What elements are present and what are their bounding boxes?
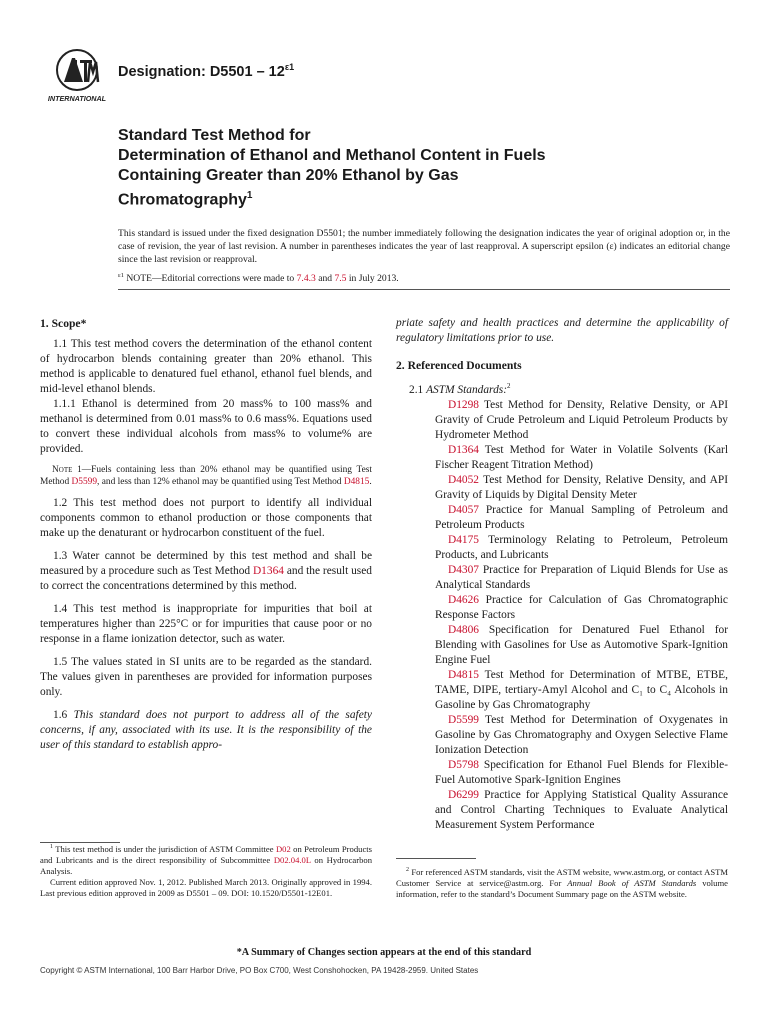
reference-item (396, 788, 728, 833)
note-text: and (315, 273, 335, 285)
designation (118, 62, 294, 80)
designation-label: Designation: D5501 – 12 (118, 63, 285, 80)
reference-code-link[interactable]: D6299 (448, 788, 480, 801)
note-text: . (369, 476, 372, 487)
reference-code-link[interactable]: D4052 (448, 473, 480, 486)
title-line: Containing Greater than 20% Ethanol by Gas (118, 167, 459, 184)
reference-code-link[interactable]: D4806 (448, 623, 480, 636)
paragraph-1-1: 1.1 This test method covers the determination of the ethanol content of hydrocarbon blends containing greater than 20% ethanol. This method is applicable to denatured fuel ethanol, ethanol fuel blends, and mid-level ethanol blends. (40, 338, 372, 395)
reference-title: Test Method for Density, Relative Density, and API Gravity of Liquids by Digital Density Meter (435, 473, 728, 501)
reference-code-link[interactable]: D4057 (448, 503, 480, 516)
copyright-line: Copyright © ASTM International, 100 Barr Harbor Drive, PO Box C700, West Conshohocken, PA 19428-2959. United States (40, 966, 479, 975)
paragraph-1-3 (40, 549, 372, 594)
epsilon-mark: ε1 (118, 272, 124, 279)
title-line (118, 186, 638, 210)
footnote-mark: 2 (406, 867, 409, 873)
section-link-7-5[interactable]: 7.5 (334, 273, 347, 285)
reference-item (396, 503, 728, 533)
para-text: 1.3 Water cannot be determined by this test method and shall be measured by a procedure such as Test Method (40, 550, 372, 578)
reference-code-link[interactable]: D4175 (448, 533, 480, 546)
reference-code-link[interactable]: D4307 (448, 563, 480, 576)
reference-item (396, 758, 728, 788)
ref-link-d4815[interactable]: D4815 (343, 476, 370, 487)
paragraph-1-1-1: 1.1.1 Ethanol is determined from 20 mass% to 100 mass% and methanol is determined from 0.01 mass% to 0.6 mass%. Equations used to convert these individual alcohols from mass% to volume% are provided. (40, 398, 372, 455)
reference-code-link[interactable]: D5798 (448, 758, 480, 771)
reference-item (396, 713, 728, 758)
reference-title: Practice for Applying Statistical Quality Assurance and Control Charting Techniques to Evaluate Analytical Measurement System Performance (435, 788, 728, 831)
reference-item (396, 593, 728, 623)
footnote-text: on Hydrocarbon Analysis. (40, 854, 372, 876)
astm-standards-label (396, 379, 728, 398)
para-number: 1.6 (53, 709, 74, 722)
footnote-1 (40, 842, 372, 899)
reference-title: Specification for Ethanol Fuel Blends for Flexible-Fuel Automotive Spark-Ignition Engines (435, 758, 728, 786)
reference-title: Practice for Manual Sampling of Petroleum and Petroleum Products (435, 503, 728, 531)
reference-code-link[interactable]: D1364 (448, 443, 480, 456)
reference-item (396, 443, 728, 473)
footnote-text: This test method is under the jurisdiction of ASTM Committee (53, 843, 276, 854)
footnote-text: volume information, refer to the standard’s Document Summary page on the ASTM website. (396, 877, 728, 899)
reference-item (396, 473, 728, 503)
para-text: priate safety and health practices and determine the applicability of regulatory limitations prior to use. (396, 317, 728, 344)
reference-item (396, 398, 728, 443)
ref-link-d5599[interactable]: D5599 (71, 476, 98, 487)
note-text: , and less than 12% ethanol may be quantified using Test Method (97, 476, 344, 487)
reference-item (396, 623, 728, 668)
left-column (40, 316, 372, 753)
footnote-divider (396, 858, 476, 859)
reference-code-link[interactable]: D5599 (448, 713, 480, 726)
ref-link-d02[interactable]: D02 (275, 843, 291, 854)
reference-title: Practice for Calculation of Gas Chromatographic Response Factors (435, 593, 728, 621)
referenced-documents-heading: 2. Referenced Documents (396, 359, 522, 372)
footnote-text: on Petroleum Products and Lubricants and is the direct responsibility of Subcommittee (40, 843, 372, 865)
astm-logo (44, 48, 110, 104)
label-text: ASTM Standards: (426, 383, 507, 396)
para-number: 2.1 (409, 383, 427, 396)
footnote-mark: 2 (507, 382, 511, 390)
designation-superscript: ε1 (284, 62, 295, 72)
note-1 (40, 465, 372, 488)
note-text: NOTE—Editorial corrections were made to (123, 273, 297, 285)
document-title (118, 126, 638, 210)
title-line: Standard Test Method for (118, 127, 311, 144)
reference-title: Test Method for Determination of MTBE, ETBE, TAME, DIPE, tertiary-Amyl Alcohol and C₁ to C₄ Alcohols in Gasoline by Gas Chromatography (435, 668, 728, 711)
reference-code-link[interactable]: D4626 (448, 593, 480, 606)
title-line-text: Chromatography (118, 191, 247, 209)
reference-code-link[interactable]: D4815 (448, 668, 480, 681)
footnote-1-edition: Current edition approved Nov. 1, 2012. Published March 2013. Originally approved in 1994. Last previous edition approved in 2009 as D5501 – 09. DOI: 10.1520/D5501-12E01. (40, 876, 372, 898)
footnote-2 (396, 865, 728, 900)
ref-link-d02-04-0l[interactable]: D02.04.0L (273, 854, 311, 865)
footnote-text: Annual Book of ASTM Standards (567, 877, 697, 888)
reference-title: Specification for Denatured Fuel Ethanol for Blending with Gasolines for Use as Automotive Spark-Ignition Engine Fuel (435, 623, 728, 666)
astm-logo-icon (44, 48, 110, 104)
para-text: This standard does not purport to address all of the safety concerns, if any, associated with its use. It is the responsibility of the user of this standard to establish appro- (40, 709, 372, 752)
reference-item (396, 668, 728, 713)
footnote-mark: 1 (50, 844, 53, 850)
editorial-note (118, 272, 399, 284)
reference-item (396, 533, 728, 563)
summary-of-changes-note: *A Summary of Changes section appears at the end of this standard (236, 947, 532, 958)
reference-title: Terminology Relating to Petroleum, Petroleum Products, and Lubricants (435, 533, 728, 561)
ref-link-d1364[interactable]: D1364 (252, 565, 284, 578)
svg-text:INTERNATIONAL: INTERNATIONAL (47, 94, 107, 103)
section-link-7-4-3[interactable]: 7.4.3 (296, 273, 316, 285)
reference-title: Test Method for Determination of Oxygenates in Gasoline by Gas Chromatography and Oxygen Selective Flame Ionization Detection (435, 713, 728, 756)
scope-heading: 1. Scope* (40, 317, 87, 330)
title-line: Determination of Ethanol and Methanol Content in Fuels (118, 147, 546, 164)
reference-code-link[interactable]: D1298 (448, 398, 480, 411)
divider (118, 289, 730, 290)
note-text: in July 2013. (346, 273, 399, 285)
right-column (396, 316, 728, 833)
reference-item (396, 563, 728, 593)
paragraph-1-6-continued (396, 316, 728, 346)
title-footnote-mark: 1 (246, 190, 253, 201)
paragraph-1-4: 1.4 This test method is inappropriate for impurities that boil at temperatures higher than 225°C or for impurities that cause poor or no response in a flame ionization detector, such as water. (40, 603, 372, 646)
para-text: and the result used to correct the concentrations determined by this method. (40, 565, 372, 593)
note-text: —Fuels containing less than 20% ethanol may be quantified using Test Method (40, 465, 372, 487)
reference-title: Test Method for Water in Volatile Solvents (Karl Fischer Reagent Titration Method) (435, 443, 728, 471)
intro-paragraph: This standard is issued under the fixed designation D5501; the number immediately following the designation indicates the year of original adoption or, in the case of revision, the year of last revision. A number in parentheses indicates the year of last reapproval. A superscript epsilon (ε) indicates an editorial change since the last revision or reapproval. (118, 228, 730, 266)
paragraph-1-5: 1.5 The values stated in SI units are to be regarded as the standard. The values given in parentheses are provided for information purposes only. (40, 656, 372, 699)
note-label: Note 1 (52, 465, 82, 475)
paragraph-1-6 (40, 708, 372, 753)
reference-list (396, 398, 728, 833)
footnote-text: For referenced ASTM standards, visit the ASTM website, www.astm.org, or contact ASTM Customer Service at service@astm.org. For (396, 866, 728, 888)
reference-title: Test Method for Density, Relative Density, or API Gravity of Crude Petroleum and Liquid Petroleum Products by Hydrometer Method (435, 398, 728, 441)
paragraph-1-2: 1.2 This test method does not purport to identify all individual components common to ethanol production or those components that make up the denaturant or hydrocarbon constituent of the fuel. (40, 497, 372, 540)
reference-title: Practice for Preparation of Liquid Blends for Use as Analytical Standards (435, 563, 728, 591)
